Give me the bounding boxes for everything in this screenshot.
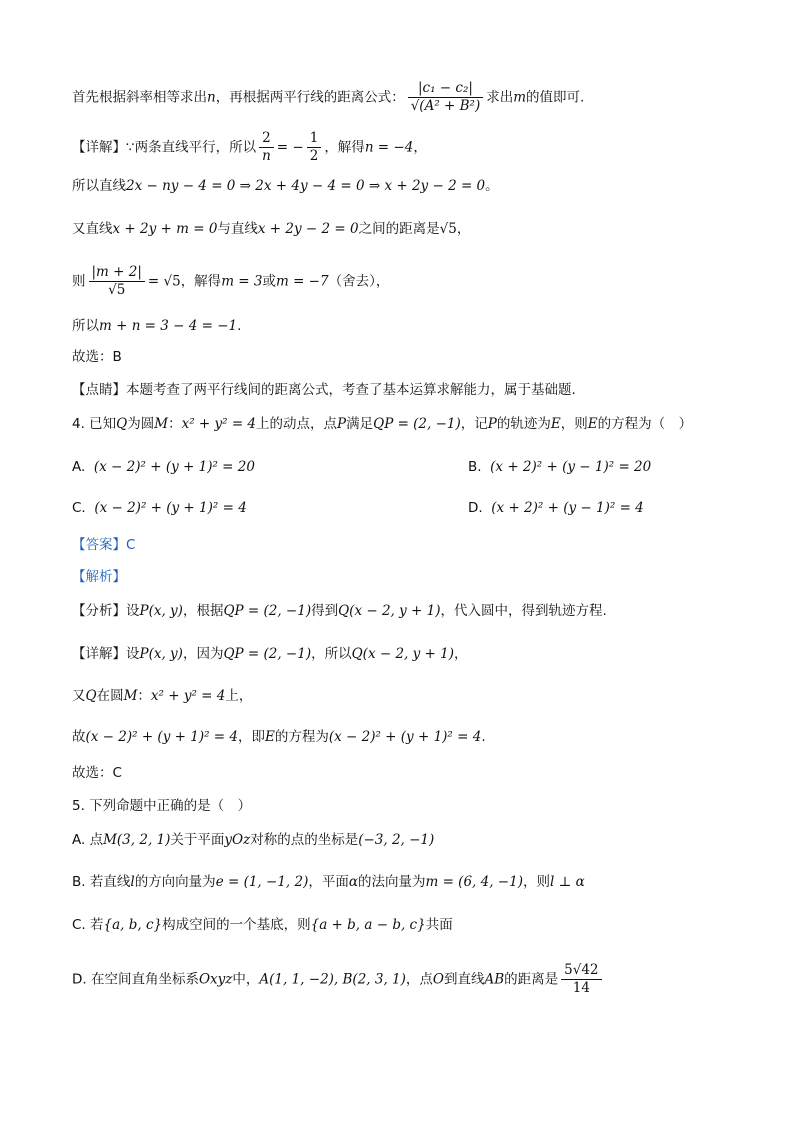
options-row-2	[72, 498, 734, 518]
text: 又直线	[72, 221, 113, 237]
text: ，解得	[324, 139, 365, 156]
math: Q	[116, 416, 128, 432]
math: P(x, y)	[139, 603, 183, 619]
text: ，因为	[182, 646, 224, 662]
detail-line-3	[72, 727, 734, 747]
analysis-line	[72, 601, 734, 621]
text-line-6	[72, 316, 734, 336]
text: 的轨迹为	[496, 416, 551, 432]
math: m = (6, 4, −1)	[425, 874, 523, 890]
text-line-8	[72, 380, 734, 400]
numerator: |m + 2|	[89, 264, 145, 282]
math: O	[432, 971, 444, 988]
math: (x − 2)² + (y + 1)² = 4	[85, 729, 238, 745]
text: 的法向量为	[357, 874, 426, 890]
fraction	[89, 264, 145, 299]
analysis-heading	[72, 567, 734, 587]
text: C. 若	[72, 917, 104, 933]
option-c	[72, 500, 247, 516]
math: = √5	[147, 273, 181, 290]
math: m	[513, 89, 527, 106]
text-line-4	[72, 219, 734, 239]
text: 对称的点的坐标是	[250, 832, 359, 848]
text: ，根据	[182, 603, 224, 619]
text: ：	[168, 416, 182, 432]
analysis-label: 【解析】	[72, 569, 126, 585]
option-label: B.	[468, 459, 482, 475]
text: ，	[456, 221, 471, 237]
math: Q(x − 2, y + 1)	[351, 646, 454, 662]
math: x² + y² = 4	[181, 416, 257, 432]
text: ：	[137, 688, 151, 704]
math: {a + b, a − b, c}	[310, 917, 426, 933]
math: P(x, y)	[139, 646, 183, 662]
math: (x + 2)² + (y − 1)² = 4	[491, 500, 644, 516]
text: 首先根据斜率相等求出	[72, 89, 207, 106]
text: 所以直线	[72, 178, 126, 194]
math: m = −7	[275, 273, 329, 290]
text: 到直线	[443, 971, 485, 988]
text: ，	[454, 646, 468, 662]
math: M(3, 2, 1)	[103, 832, 171, 848]
math: (x − 2)² + (y + 1)² = 20	[93, 459, 255, 475]
text: ，点	[405, 971, 433, 988]
question-5	[72, 796, 734, 816]
text-line-5	[72, 264, 734, 299]
text: 的方向向量为	[134, 874, 216, 890]
numerator: 1	[307, 130, 322, 148]
text: （舍去），	[328, 273, 390, 290]
math: yOz	[224, 832, 251, 848]
math: m + n = 3 − 4 = −1	[99, 318, 238, 334]
math: Q(x − 2, y + 1)	[338, 603, 441, 619]
text: 的方程为	[274, 729, 329, 745]
text-line-3	[72, 176, 734, 196]
math: M	[154, 416, 169, 432]
math: = −	[276, 139, 304, 156]
math: QP = (2, −1)	[223, 603, 312, 619]
comment: 【点睛】本题考查了两平行线间的距离公式，考查了基本运算求解能力，属于基础题.	[72, 382, 576, 398]
text: 满足	[346, 416, 374, 432]
text: B. 若直线	[72, 874, 131, 890]
text: 在圆	[96, 688, 124, 704]
text: ，代入圆中，得到轨迹方程.	[440, 603, 607, 619]
text: 。	[485, 178, 499, 194]
math: Q	[85, 688, 97, 704]
option-b	[468, 457, 651, 477]
option-d	[468, 498, 644, 518]
text: 得到	[311, 603, 339, 619]
text: 的值即可.	[526, 89, 585, 106]
denominator: √(A² + B²)	[410, 98, 481, 114]
math: (x − 2)² + (y + 1)² = 4	[328, 729, 482, 745]
text: 上，	[225, 688, 253, 704]
option-label: C.	[72, 500, 86, 516]
text-line-7	[72, 347, 734, 367]
question-text: 5. 下列命题中正确的是（ ）	[72, 798, 252, 814]
denominator: 2	[309, 148, 319, 164]
math: √5	[439, 221, 457, 237]
answer-heading	[72, 535, 734, 555]
text: 的距离是	[504, 971, 559, 988]
text: 关于平面	[170, 832, 225, 848]
text: 故	[72, 729, 86, 745]
math: E	[550, 416, 561, 432]
text: 的方程为（ ）	[597, 416, 693, 432]
fraction	[307, 130, 322, 165]
option-label: D.	[468, 500, 483, 516]
math: e = (1, −1, 2)	[215, 874, 309, 890]
text: 4. 已知	[72, 416, 117, 432]
math: x + 2y + m = 0	[112, 221, 218, 237]
distance-formula-fraction	[408, 80, 484, 115]
denominator: √5	[108, 282, 126, 298]
text: 中，	[232, 971, 260, 988]
math: 2x − ny − 4 = 0 ⇒ 2x + 4y − 4 = 0 ⇒ x + 2y − 2 = 0	[126, 178, 486, 194]
text-line-1	[72, 80, 734, 115]
option-a	[72, 459, 255, 475]
text: 或	[262, 273, 276, 290]
text: 【详解】∵两条直线平行，所以	[72, 139, 257, 156]
math: P	[337, 416, 347, 432]
question-4	[72, 414, 734, 434]
text: 【分析】设	[72, 603, 140, 619]
text: ，则	[560, 416, 588, 432]
text: 所以	[72, 318, 99, 334]
numerator: 5√42	[561, 962, 601, 980]
math: (x − 2)² + (y + 1)² = 4	[94, 500, 247, 516]
text: 构成空间的一个基底，则	[162, 917, 311, 933]
math: Oxyz	[198, 971, 233, 988]
numerator: |c₁ − c₂|	[408, 80, 484, 98]
answer-choice: 故选：B	[72, 349, 122, 365]
text: ，解得	[180, 273, 222, 290]
options-row-1	[72, 457, 734, 477]
fraction	[259, 130, 274, 165]
text: ，所以	[311, 646, 352, 662]
text: ，再根据两平行线的距离公式：	[215, 89, 405, 106]
math: x² + y² = 4	[150, 688, 226, 704]
detail-line-4	[72, 763, 734, 783]
math: E	[264, 729, 275, 745]
text: 则	[72, 273, 86, 290]
option-label: A.	[72, 459, 86, 475]
math: l ⊥ α	[549, 874, 585, 890]
math: l	[130, 874, 135, 890]
denominator: n	[262, 148, 271, 164]
math: {a, b, c}	[103, 917, 163, 933]
question-5-option-b	[72, 872, 734, 892]
math: QP = (2, −1)	[223, 646, 312, 662]
text: .	[481, 729, 486, 745]
text: 【详解】设	[72, 646, 140, 662]
math: m = 3	[221, 273, 263, 290]
math: AB	[484, 971, 505, 988]
math: P	[487, 416, 497, 432]
question-5-option-c	[72, 915, 734, 935]
text-line-2	[72, 130, 734, 165]
math: α	[348, 874, 358, 890]
text: ，平面	[308, 874, 349, 890]
math: QP = (2, −1)	[373, 416, 461, 432]
math: x + 2y − 2 = 0	[257, 221, 359, 237]
numerator: 2	[259, 130, 274, 148]
denominator: 14	[572, 980, 590, 996]
text: 之间的距离是	[358, 221, 440, 237]
question-5-option-d	[72, 962, 734, 997]
text: 为圆	[127, 416, 155, 432]
answer-choice: 故选：C	[72, 765, 122, 781]
text: ，记	[460, 416, 488, 432]
math: (x + 2)² + (y − 1)² = 20	[490, 459, 652, 475]
detail-line-1	[72, 644, 734, 664]
math: n = −4	[364, 139, 414, 156]
math: A(1, 1, −2), B(2, 3, 1)	[259, 971, 406, 988]
answer: 【答案】C	[72, 537, 136, 553]
text: 共面	[425, 917, 453, 933]
question-5-option-a	[72, 830, 734, 850]
math: E	[587, 416, 598, 432]
text: 与直线	[217, 221, 258, 237]
text: D. 在空间直角坐标系	[72, 971, 199, 988]
math: (−3, 2, −1)	[358, 832, 435, 848]
math: n	[207, 89, 216, 106]
detail-line-2	[72, 686, 734, 706]
text: 求出	[486, 89, 514, 106]
fraction	[561, 962, 601, 997]
text: ，则	[522, 874, 550, 890]
text: ，即	[237, 729, 265, 745]
math: M	[123, 688, 138, 704]
text: 上的动点，点	[256, 416, 338, 432]
text: ，	[413, 139, 427, 156]
text: .	[237, 318, 242, 334]
text: 又	[72, 688, 86, 704]
text: A. 点	[72, 832, 104, 848]
